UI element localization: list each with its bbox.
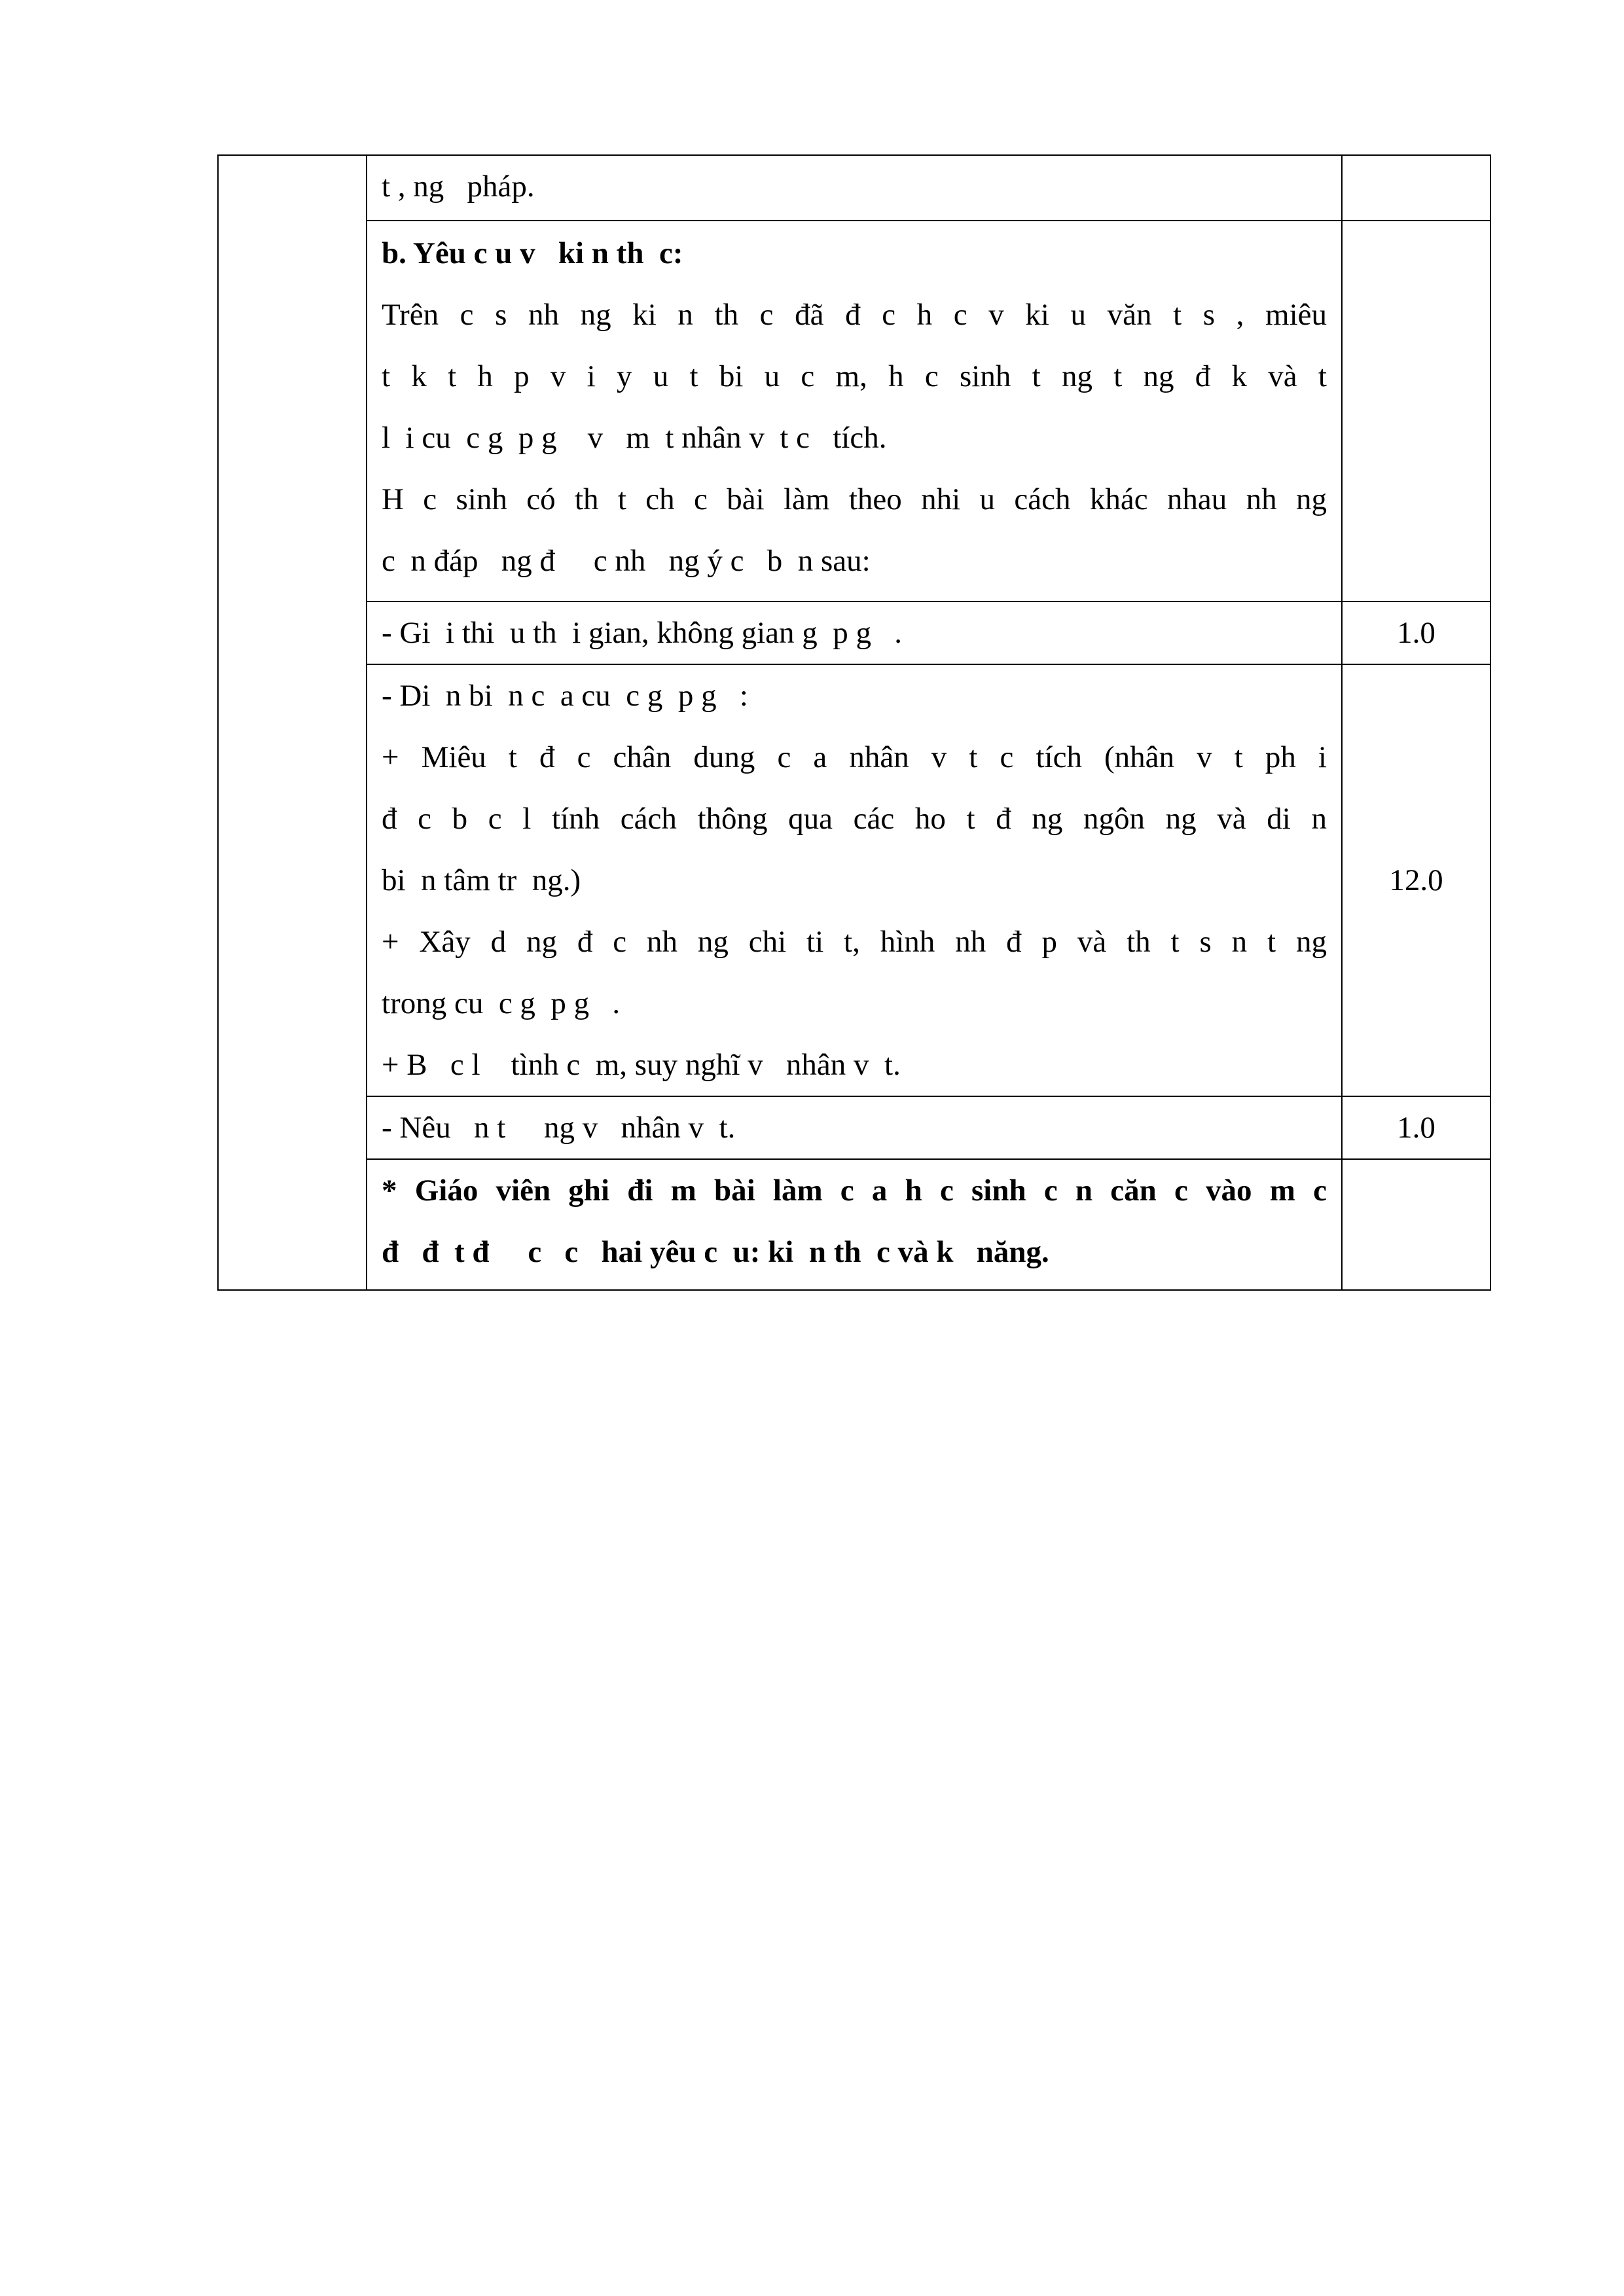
paragraph-line: l i cu c g p g v m t nhân v t c tích. [382,421,887,455]
paragraph-line: + B c l tình c m, suy nghĩ v nhân v t. [382,1048,901,1082]
teacher-note-line: * Giáo viên ghi đi m bài làm c a h c sinh c n căn c vào m c [382,1174,1327,1208]
paragraph-line: Trên c s nh ng ki n th c đã đ c h c v ki u văn t s , miêu [382,298,1327,332]
criteria-cell [367,1096,1342,1159]
paragraph-line: + Miêu t đ c chân dung c a nhân v t c tích (nhân v t ph i [382,740,1327,774]
section-heading: b. Yêu c u v ki n th c: [382,236,683,270]
score-cell [1342,1096,1490,1159]
paragraph-line: bi n tâm tr ng.) [382,863,581,897]
table-row [218,601,1490,664]
paragraph-line: H c sinh có th t ch c bài làm theo nhi u cách khác nhau nh ng [382,482,1327,516]
score-cell [1342,1159,1490,1290]
criteria-cell [367,1159,1342,1290]
paragraph-line: trong cu c g p g . [382,986,621,1020]
paragraph-line: c n đáp ng đ c nh ng ý c b n sau: [382,544,871,578]
table-row [218,664,1490,1096]
criteria-text: - Nêu n t ng v nhân v t. [382,1111,736,1145]
criteria-cell [367,601,1342,664]
criteria-cell [367,664,1342,1096]
table-row [218,1159,1490,1290]
score-cell [1342,221,1490,601]
paragraph-line: đ c b c l tính cách thông qua các ho t đ ng ngôn ng và di n [382,802,1327,836]
paragraph-line: - Di n bi n c a cu c g p g : [382,679,748,713]
score-cell [1342,155,1490,221]
score-value: 12.0 [1389,863,1443,897]
teacher-note-line: đ đ t đ c c hai yêu c u: ki n th c và k năng. [382,1235,1049,1269]
table-row [218,1096,1490,1159]
score-value: 1.0 [1397,1111,1435,1145]
grading-table [217,154,1491,1291]
criteria-cell [367,155,1342,221]
paragraph-line: + Xây d ng đ c nh ng chi ti t, hình nh đ p và th t s n t ng [382,925,1327,959]
criteria-text: - Gi i thi u th i gian, không gian g p g . [382,616,903,650]
criteria-cell [367,221,1342,601]
score-cell [1342,664,1490,1096]
paragraph-line: t k t h p v i y u t bi u c m, h c sinh t ng t ng đ k và t [382,359,1327,393]
criteria-text: t , ng pháp. [382,170,535,204]
table-row [218,221,1490,601]
table-row [218,155,1490,221]
score-cell [1342,601,1490,664]
score-value: 1.0 [1397,616,1435,650]
left-empty-column [218,155,367,1290]
